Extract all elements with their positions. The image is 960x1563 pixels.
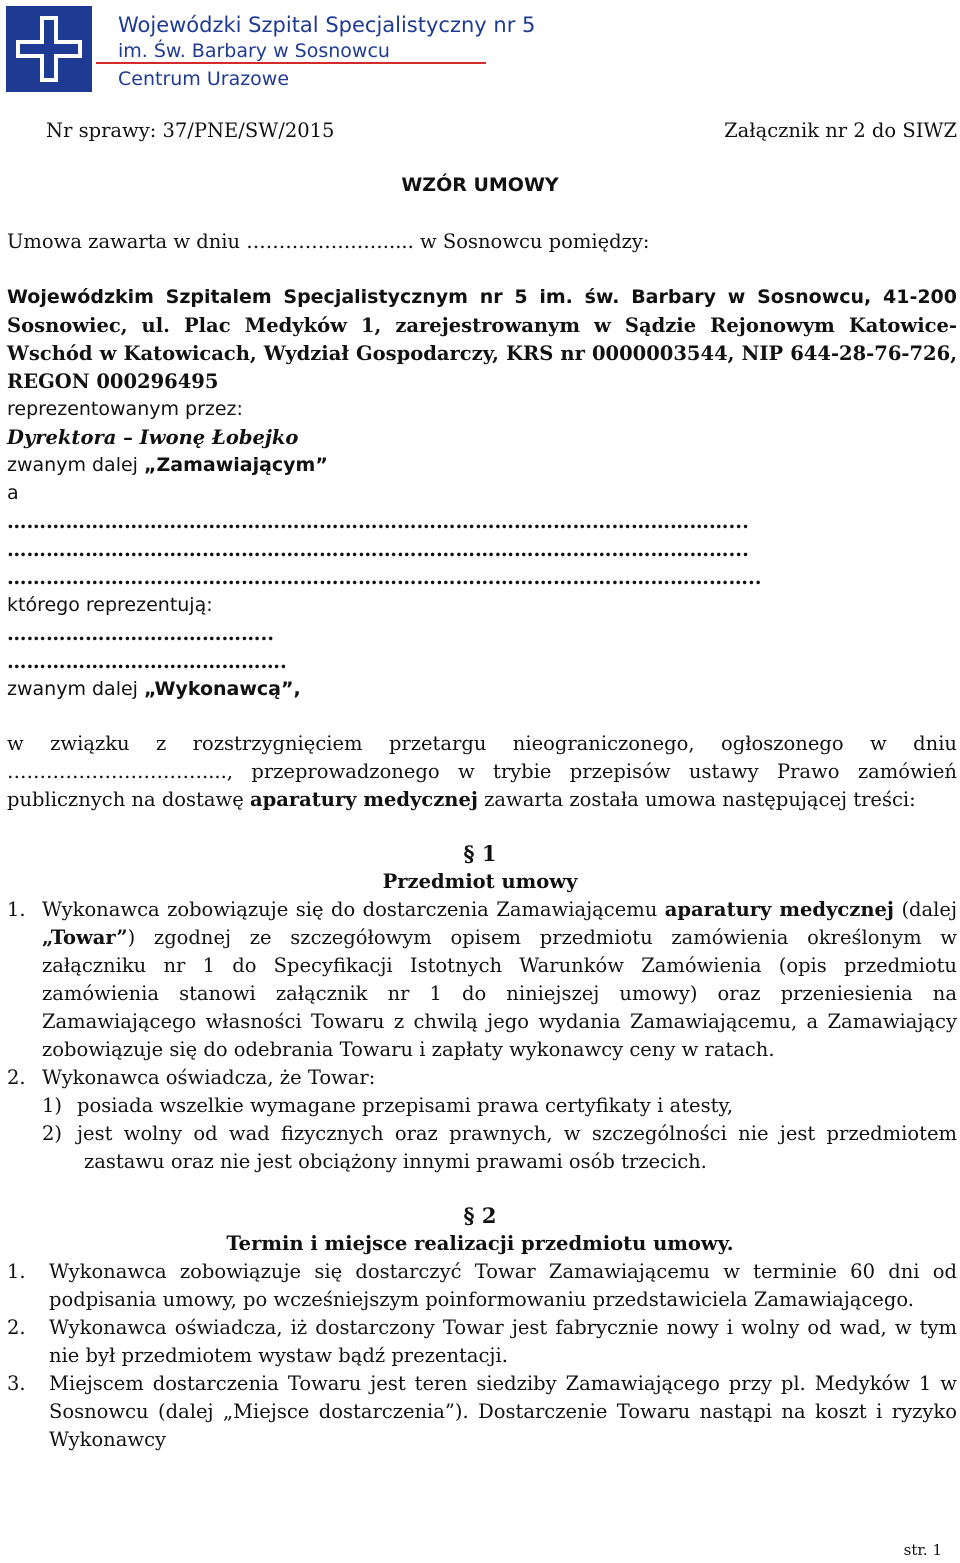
preamble-line-3-b: aparatury medycznej [249,788,478,811]
preamble-line-3 [7,786,957,814]
s1-item1-line-5: Zamawiającego własności Towaru z chwilą jego wydania Zamawiającemu, a Zamawiający [42,1010,957,1033]
s1-item1-number: 1. [7,898,26,921]
section1-sign: § 1 [463,841,497,866]
section2-sign: § 2 [463,1203,497,1228]
preamble-line-2: …………………………...., przeprowadzonego w trybie przepisów ustawy Prawo zamówień [7,760,957,783]
s1-item2-number: 2. [7,1066,26,1089]
s1-item1-line-3: załączniku nr 1 do Specyfikacji Istotnych Warunków Zamówienia (opis przedmiotu [42,954,957,977]
s2-item2-line-2: nie był przedmiotem wystaw bądź prezentacji. [49,1344,508,1367]
logo-line-3: Centrum Urazowe [118,68,290,90]
party1-line-4: REGON 000296495 [7,370,219,393]
section2-title: Termin i miejsce realizacji przedmiotu umowy. [226,1232,734,1255]
s1-item1-line-4: zamówienia stanowi załącznik nr 1 do niniejszej umowy) oraz przeniesienia na [42,982,957,1005]
party2-represented: którego reprezentują: [7,594,213,616]
party2-blank-3: …………………………………………………………………………………………………….. [7,566,762,589]
party2-blank-1: …………………………………………………………………………………………………... [7,510,749,533]
document-title: WZÓR UMOWY [401,174,559,196]
s2-item3-line-2: Sosnowcu (dalej „Miejsce dostarczenia”). Dostarczenie Towaru nastąpi na koszt i ryzyko [49,1400,957,1423]
party1-director: Dyrektora – Iwonę Łobejko [7,426,299,449]
s1-item1-l1b: aparatury medycznej [664,898,894,921]
annex-label: Załącznik nr 2 do SIWZ [724,119,957,142]
s2-item1-line-2: podpisania umowy, po wcześniejszym poinformowaniu przedstawiciela Zamawiającego. [49,1288,914,1311]
s1-sub2-number: 2) [42,1122,63,1145]
s1-item2-text: Wykonawca oświadcza, że Towar: [42,1066,376,1089]
preamble-line-3-c: zawarta została umowa następującej treści: [477,788,916,811]
cross-icon [6,6,92,92]
party1-represented: reprezentowanym przez: [7,398,243,420]
party2-rep-blank-2: ……………………………………. [7,650,287,673]
s1-item1-line-2 [42,924,957,952]
s1-sub2-line-2: zastawu oraz nie jest obciążony innymi prawami osób trzecich. [84,1150,707,1173]
s1-item1-line-6: zobowiązuje się do odebrania Towaru i zapłaty wykonawcy ceny w ratach. [42,1038,775,1061]
preamble-line-1: w związku z rozstrzygnięciem przetargu nieograniczonego, ogłoszonego w dniu [7,732,957,755]
s1-item1-line-1 [42,896,957,924]
s2-item1-line-1: Wykonawca zobowiązuje się dostarczyć Towar Zamawiającemu w terminie 60 dni od [49,1260,957,1283]
s1-item1-l2a: „Towar” [42,926,128,949]
s2-item3-line-1: Miejscem dostarczenia Towaru jest teren siedziby Zamawiającego przy pl. Medyków 1 w [49,1372,957,1395]
s1-item1-l1a: Wykonawca zobowiązuje się do dostarczenia Zamawiającemu [42,898,665,921]
intro-line: Umowa zawarta w dniu …………………..... w Sosnowcu pomiędzy: [7,230,650,253]
s1-sub1-number: 1) [42,1094,63,1117]
party1-called-prefix: zwanym dalej [7,454,144,476]
logo-line-2: im. Św. Barbary w Sosnowcu [118,40,390,62]
party2-called-name: „Wykonawcą”, [143,678,301,700]
s1-sub1-text: posiada wszelkie wymagane przepisami prawa certyfikaty i atesty, [77,1094,734,1117]
s2-item3-line-3: Wykonawcy [49,1428,166,1451]
s2-item3-number: 3. [7,1372,26,1395]
party2-called-prefix: zwanym dalej [7,678,144,700]
logo-line-1: Wojewódzki Szpital Specjalistyczny nr 5 [118,13,536,37]
section1-title: Przedmiot umowy [382,870,578,893]
party1-called-name: „Zamawiającym” [143,454,328,476]
s2-item2-number: 2. [7,1316,26,1339]
page-number: str. 1 [903,1541,942,1559]
hospital-logo [6,6,536,92]
party1-called [7,452,957,480]
s1-sub2-line-1: jest wolny od wad fizycznych oraz prawnych, w szczególności nie jest przedmiotem [77,1122,957,1145]
case-number: Nr sprawy: 37/PNE/SW/2015 [46,119,335,142]
party2-blank-2: …………………………………………………………………………………………………... [7,538,749,561]
s2-item2-line-1: Wykonawca oświadcza, iż dostarczony Towar jest fabrycznie nowy i wolny od wad, w tym [49,1316,957,1339]
party1-line-2-text: Sosnowiec, ul. Plac Medyków 1, zarejestrowanym w Sądzie Rejonowym Katowice- [7,314,957,337]
s2-item1-number: 1. [7,1260,26,1283]
s1-item1-l2b: ) zgodnej ze szczegółowym opisem przedmiotu zamówienia określonym w [127,926,957,949]
s1-item1-l1c: (dalej [894,898,957,921]
and-conjunction: a [7,482,19,504]
preamble-line-3-a: publicznych na dostawę [7,788,250,811]
logo-red-stripe [96,62,486,64]
party2-rep-blank-1: ………………………………….. [7,622,275,645]
party1-line-2 [7,312,957,340]
party2-called [7,676,957,704]
party1-line-3: Wschód w Katowicach, Wydział Gospodarczy, KRS nr 0000003544, NIP 644-28-76-726, [7,342,957,365]
party1-line-1: Wojewódzkim Szpitalem Specjalistycznym nr 5 im. św. Barbary w Sosnowcu, 41-200 [7,286,957,308]
